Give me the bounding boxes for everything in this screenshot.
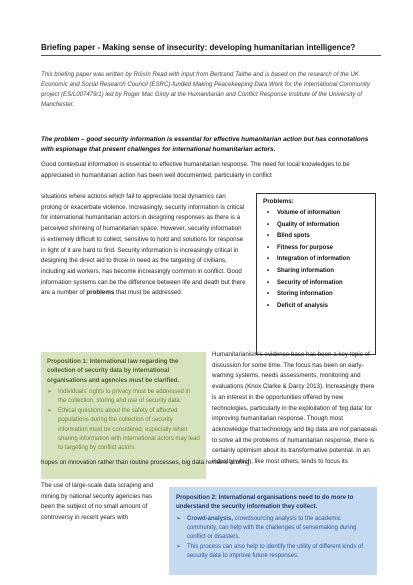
problem-item: • Volume of information [277,208,370,220]
body-paragraph-2-text: situations where actions which fail to appreciate local dynamics can prolong or exacerbate violence. Increasingly, security information is critical for international humanitarian actors in designing responses as there is a perceived shrinking of humanitarian space. However, security information is extremely difficult to collect, sensitive to hold and solutions for response in light of it are hard to find. Security information is increasingly critical in designing the direct aid to those in need as the targeting of civilians, including aid workers, has become increasingly common in conflict. Good information systems can be the difference between life and death but there are a number of problems that must be addressed. [41,193,246,297]
proposition-1-title: Proposition 1: International law regarding the collection of security data by international organisations and agencies must be clarified. [47,358,180,384]
intro-paragraph: This briefing paper was written by Róisín Read with input from Bertrand Taithe and is based on the research of the UK Economic and Social Research Council (ESRC)-funded Making Peacekeeping Data Work for the International Community project (ES/L007479/1) led by Roger Mac Ginty at the Humanitarian and Conflict Response Institute of the University of Manchester. [41,71,370,108]
problems-list [263,208,370,312]
problem-item: • Fitness for purpose [277,243,370,255]
problem-item: • Deficit of analysis [277,301,370,313]
problem-item: • Storing information [277,289,370,301]
problem-item: • Quality of information [277,220,370,232]
body-paragraph-3: Humanitarianism's evidence base has been a key topic of discussion for some time. The focus has been on early-warning systems, needs assessments, monitoring and evaluations (Knox Clarke & Darcy 2013). Increasingly there is an interest in the opportunities offered by new technologies, particularly in the exploitation of 'big data' for improving humanitarian response. Though most acknowledge that technology and big data are not panaceas to solve all the problems of humanitarian response, there is certainly optimism about its transformative potential. In an industry which, like most others, tends to focus its [212,351,378,466]
proposition-1-item: ➢ Ethical questions about the safety of affected populations during the collection of security information must be considered, especially when sharing information with international actors may lead to targeting by conflict actors. [47,407,200,454]
body-paragraph-3-continued: hopes on innovation rather than routine processes, big data remains alluring. [41,459,252,466]
proposition-2-item: ➢ This process can also help to identify the utility of different kinds of security data to improve future responses. [176,543,370,562]
problem-item: • Blind spots [277,231,370,243]
emphasis-problems: problems [86,289,115,297]
proposition-1-list [47,388,200,454]
problem-item: • Integration of information [277,254,370,266]
document-title: Briefing paper - Making sense of insecurity: developing humanitarian intelligence? [41,43,381,56]
proposition-2-box [169,487,377,575]
problem-heading: The problem – good security information is essential for effective humanitarian action but has connotations with espionage that present challenges for international humanitarian actors. [41,136,369,153]
proposition-2-list [176,515,370,562]
proposition-1-item: ➢ Individuals' rights to privacy must be addressed in the collection, storing and use of security data. [47,388,200,407]
body-paragraph-4: The use of large-scale data scraping and mining by national security agencies has been the subject of no small amount of controversy in recent years with [41,482,154,522]
emphasis-crowd-analysis: Crowd-analysis, [187,515,234,522]
body-paragraph-1: Good contextual information is essential to effective humanitarian response. The need for local knowledges to be appreciated in humanitarian action has been well documented, particularly in conflict [41,161,350,179]
body-paragraph-2 [41,192,246,299]
problems-title: Problems: [263,198,294,205]
proposition-2-item: ➢ Crowd-analysis, crowdsourcing analysis to the academic community, can help with the challenges of sensemaking during conflict or disasters. [176,515,370,543]
problem-item: • Security of information [277,278,370,290]
problem-item: • Sharing information [277,266,370,278]
problems-box [256,193,376,355]
proposition-2-title: Proposition 2: International organisations need to do more to understand the security information they collect. [176,494,354,511]
